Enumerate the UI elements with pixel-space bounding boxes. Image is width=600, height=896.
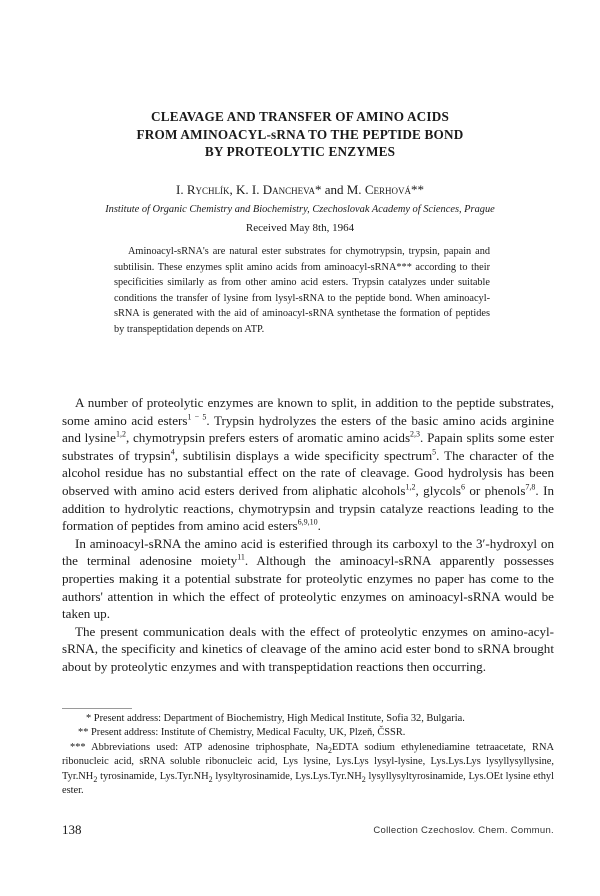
text: , glycols: [415, 482, 461, 498]
text: tyrosinamide, Lys.Tyr.NH: [97, 770, 209, 782]
text: . Trypsin hydrolyzes the esters of the basic amino acids arginine and lysine: [62, 412, 555, 446]
subscript: 2: [361, 774, 366, 784]
subscript: 2: [208, 774, 213, 784]
reference: 7,8: [525, 482, 536, 492]
affiliation: Institute of Organic Chemistry and Biochemistry, Czechoslovak Academy of Sciences, Prague: [105, 204, 495, 215]
footnote-1: * Present address: Department of Biochemistry, High Medical Institute, Sofia 32, Bulgaria.: [86, 713, 465, 724]
abstract: [114, 244, 490, 338]
text: . Papain splits some ester substrates of trypsin: [62, 430, 554, 463]
text: . The character of the alcohol residue has no substantial effect on the rate of cleavage. Good hydrolysis has been observed with amino acid esters derived from aliphatic alcohols: [62, 447, 555, 498]
text: , subtilisin displays a wide specificity spectrum: [174, 447, 433, 463]
body-paragraph-2: [62, 535, 554, 623]
reference: 2,3: [410, 429, 421, 439]
text: EDTA sodium ethylenediamine tetraacetate, RNA ribonucleic acid, sRNA soluble ribonucleic acid, Lys lysine, Lys.Lys lysyl-lysine, Lys.Lys.Lys lysyllysyllysine, Tyr.NH: [62, 741, 554, 782]
paper-title: [0, 108, 600, 161]
footnote-rule: [62, 708, 132, 709]
page-number: 138: [62, 822, 82, 837]
author-3-footnote-mark: **: [410, 182, 424, 197]
reference: 1,2: [115, 429, 126, 439]
body-text: [62, 394, 554, 676]
text: lysyltyrosinamide, Lys.Lys.Tyr.NH: [212, 770, 362, 782]
reference: 6: [460, 482, 465, 492]
abstract-text: according to their specificities similarly as from other amino acid esters. Trypsin catalyzes under suitable conditions the transfer of lysine from lysyl-sRNA to the peptide bond. When aminoacyl-sRNA is generated with the aid of aminoacyl-sRNA synthetase the formation of peptides by transpeptidation depends on ATP.: [114, 261, 490, 335]
reference: 4: [170, 447, 175, 457]
author-1-initial: I.: [176, 182, 187, 197]
author-1-name: Rychlík: [186, 182, 230, 197]
title-line-1: CLEAVAGE AND TRANSFER OF AMINO ACIDS: [151, 109, 449, 124]
author-list: [0, 182, 600, 198]
text: . In addition to hydrolytic reactions, chymotrypsin and trypsin catalyze reactions leading to the formation of peptides from amino acid esters: [62, 482, 554, 534]
journal-name: Collection Czechoslov. Chem. Commun.: [373, 825, 554, 836]
author-2-footnote-mark: *: [314, 182, 322, 197]
text: , chymotrypsin prefers esters of aromatic amino acids: [125, 430, 411, 446]
footnote-mark: ***: [396, 261, 412, 273]
body-paragraph-3: The present communication deals with the effect of proteolytic enzymes on amino-acyl-sRNA, the specificity and kinetics of cleavage of the amino acid ester bond to sRNA brought about by proteolytic enzymes and with transpeptidation reactions then occurring.: [62, 623, 554, 674]
author-separator: , K. I.: [229, 182, 263, 197]
text: lysyllysyltyrosinamide, Lys.OEt lysine ethyl ester.: [62, 770, 554, 797]
subscript: 2: [327, 745, 332, 755]
title-line-2: FROM AMINOACYL-sRNA TO THE PEPTIDE BOND: [136, 126, 464, 142]
author-2-name: Dancheva: [262, 182, 315, 197]
title-line-3: BY PROTEOLYTIC ENZYMES: [204, 144, 396, 159]
body-paragraph-1: [62, 394, 554, 535]
reference: 1 − 5: [187, 412, 207, 422]
footnote-3: [62, 741, 554, 799]
text: .: [317, 518, 321, 534]
reference: 1,2: [405, 482, 416, 492]
text: A number of proteolytic enzymes are known to split, in addition to the peptide substrates, some amino acid esters: [62, 395, 554, 428]
author-3-name: Cerhová: [364, 182, 411, 197]
text: . Although the aminoacyl-sRNA apparently possesses properties making it a potential substrate for proteolytic enzymes no paper has come to the authors' attention in which the effect of proteolytic enzymes on aminoacyl-sRNA would be taken up.: [62, 553, 554, 622]
text: *** Abbreviations used: ATP adenosine triphosphate, Na: [70, 741, 328, 753]
footnote-2: ** Present address: Institute of Chemistry, Medical Faculty, UK, Plzeň, ČSSR.: [78, 727, 406, 739]
reference: 6,9,10: [297, 517, 318, 527]
text: In aminoacyl-sRNA the amino acid is esterified through its carboxyl to the 3′-hydroxyl on the terminal adenosine moiety: [62, 535, 554, 569]
subscript: 2: [93, 774, 98, 784]
footnotes: [62, 712, 554, 798]
author-separator: and M.: [321, 182, 365, 197]
text: or phenols: [464, 482, 526, 498]
abstract-paragraph: [114, 244, 490, 338]
reference: 11: [237, 552, 245, 562]
received-date: Received May 8th, 1964: [245, 222, 355, 234]
abstract-text: Aminoacyl-sRNA's are natural ester substrates for chymotrypsin, trypsin, papain and subtilisin. These enzymes split amino acids from aminoacyl-sRNA: [114, 246, 490, 273]
reference: 5: [432, 447, 437, 457]
